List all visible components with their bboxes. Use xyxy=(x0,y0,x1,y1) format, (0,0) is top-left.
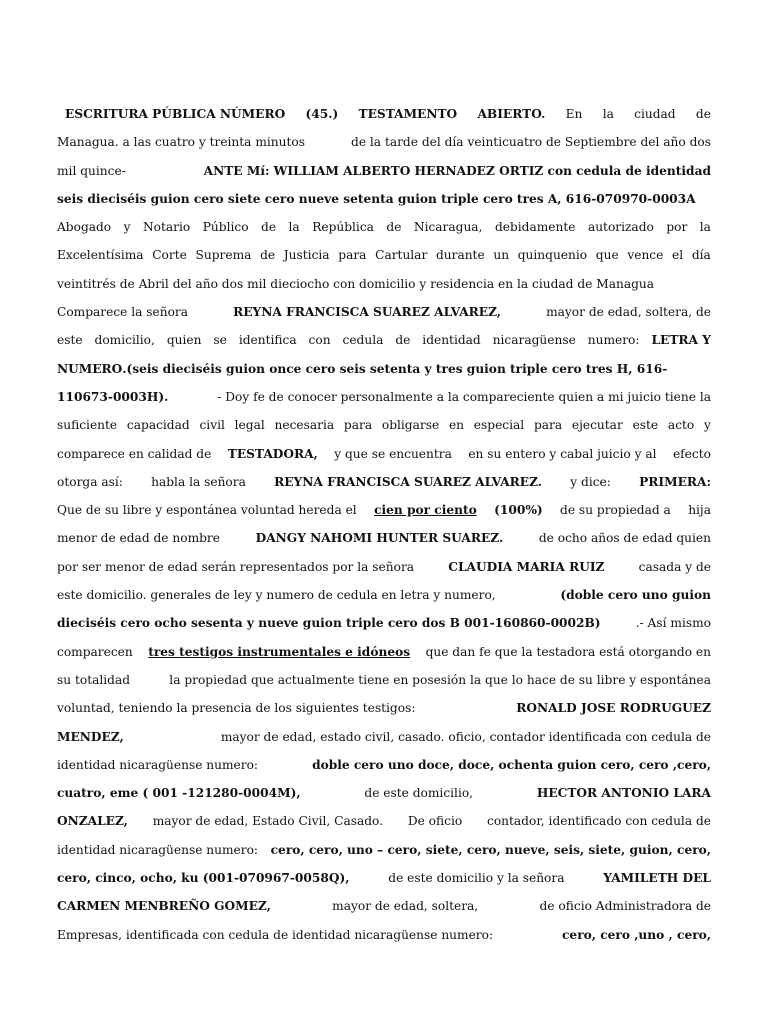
word: capacidad xyxy=(126,418,190,433)
text-line-10 xyxy=(57,355,711,383)
word: suficiente xyxy=(57,418,118,433)
text-line-7 xyxy=(57,270,711,298)
text-segment: de la tarde del día veinticuatro de Septiembre del año dos xyxy=(351,135,711,150)
word: este xyxy=(632,418,659,433)
notary-name: ANTE Mí: WILLIAM ALBERTO HERNADEZ ORTIZ con cedula de identidad xyxy=(203,163,711,178)
text-segment: mayor de edad, Estado Civil, Casado. xyxy=(152,814,384,829)
word: de xyxy=(386,220,402,235)
word: República xyxy=(312,220,374,235)
word: Abogado xyxy=(57,220,112,235)
text-line-11 xyxy=(57,383,711,411)
word: Cartular xyxy=(375,248,428,263)
testator-role: TESTADORA, xyxy=(227,446,318,461)
text-line-12 xyxy=(57,411,711,439)
witness-3-name: YAMILETH DEL xyxy=(603,871,711,886)
text-line-27 xyxy=(57,836,711,864)
word: que xyxy=(595,248,619,263)
text-segment: menor de edad de nombre xyxy=(57,531,220,546)
text-segment: comparecen xyxy=(57,644,133,659)
text-segment: en su entero y cabal juicio y al xyxy=(468,446,657,461)
text-line-18 xyxy=(57,581,711,609)
text-line-21 xyxy=(57,666,711,694)
word: durante xyxy=(435,248,485,263)
witness-2-id: cero, cinco, ocho, ku (001-070967-0058Q), xyxy=(57,871,350,886)
text-line-2 xyxy=(57,128,711,156)
word: debidamente xyxy=(494,220,576,235)
text-line-17 xyxy=(57,553,711,581)
witness-2-id: cero, cero, uno – cero, siete, cero, nueve, seis, siete, guion, cero, xyxy=(270,842,711,857)
word: de xyxy=(695,107,711,121)
text-line-30 xyxy=(57,921,711,949)
notary-id: seis dieciséis guion cero siete cero nueve setenta guion triple cero tres A, 616-070970-0003A xyxy=(57,191,696,206)
word: Corte xyxy=(152,248,187,263)
word: de xyxy=(395,333,411,348)
word: la xyxy=(288,220,300,235)
word: En xyxy=(565,107,583,121)
word: ejecutar xyxy=(571,418,623,433)
word: se xyxy=(213,333,227,348)
witness-2-name: ONZALEZ, xyxy=(57,814,128,829)
witness-2-name: HECTOR ANTONIO LARA xyxy=(536,786,711,801)
deed-heading: ESCRITURA PÚBLICA NÚMERO xyxy=(65,107,286,121)
word: la xyxy=(699,220,711,235)
word: quinquenio xyxy=(517,248,588,263)
text-segment: y que se encuentra xyxy=(334,446,452,461)
word: de xyxy=(261,220,277,235)
word: un xyxy=(493,248,510,263)
text-line-20 xyxy=(57,638,711,666)
word: la xyxy=(602,107,614,121)
letter-number-label: NUMERO xyxy=(57,361,123,376)
word: acto xyxy=(667,418,695,433)
word: en xyxy=(448,418,465,433)
word: ciudad xyxy=(634,107,676,121)
text-segment: Managua. a las cuatro y treinta minutos xyxy=(57,135,305,150)
text-line-28 xyxy=(57,864,711,892)
word: de xyxy=(260,248,276,263)
text-line-26 xyxy=(57,807,711,835)
word: especial xyxy=(473,418,525,433)
text-line-1 xyxy=(57,100,711,128)
witness-3-name: CARMEN MENBREÑO GOMEZ, xyxy=(57,899,271,914)
word: Notario xyxy=(143,220,191,235)
guardian-id: dieciséis cero ocho sesenta y nueve guion triple cero dos B 001-160860-0002B) xyxy=(57,616,601,631)
text-line-22 xyxy=(57,694,711,722)
word: Suprema xyxy=(195,248,252,263)
word: civil xyxy=(199,418,225,433)
text-segment: que dan fe que la testadora está otorgando en xyxy=(425,644,711,659)
text-segment: Comparece la señora xyxy=(57,305,189,320)
testator-name: REYNA FRANCISCA SUAREZ ALVAREZ. xyxy=(274,474,543,489)
deed-number: (45.) xyxy=(305,107,339,121)
word: para xyxy=(338,248,367,263)
text-segment: hija xyxy=(688,503,711,518)
text-line-25 xyxy=(57,779,711,807)
text-line-8 xyxy=(57,298,711,326)
text-segment: y dice: xyxy=(570,474,611,489)
word: nicaragüense xyxy=(492,333,576,348)
word: necesaria xyxy=(274,418,335,433)
text-line-29 xyxy=(57,892,711,920)
letter-number-label: LETRA Y xyxy=(651,333,711,348)
testator-id: .(seis dieciséis guion once cero seis setenta y tres guion triple cero tres H, 616- xyxy=(122,361,668,376)
witness-1-name: MENDEZ, xyxy=(57,729,124,744)
word: vence xyxy=(627,248,664,263)
text-line-9 xyxy=(57,326,711,354)
word: numero: xyxy=(587,333,640,348)
text-segment: este domicilio. generales de ley y numero de cedula en letra y numero, xyxy=(57,588,496,603)
text-segment: la propiedad que actualmente tiene en posesión la que lo hace de su libre y espontánea xyxy=(169,672,711,687)
text-segment: mayor de edad, estado civil, casado. oficio, contador identificada con cedula de xyxy=(220,729,711,744)
text-segment: mayor de edad, soltera, de xyxy=(546,305,711,320)
text-segment: identidad nicaragüense numero: xyxy=(57,757,259,772)
text-line-13 xyxy=(57,440,711,468)
witness-1-id: cuatro, eme ( 001 -121280-0004M), xyxy=(57,786,301,801)
text-segment: voluntad, teniendo la presencia de los siguientes testigos: xyxy=(57,701,416,716)
word: con xyxy=(308,333,331,348)
text-segment: de este domicilio y la señora xyxy=(388,871,565,886)
word: Público xyxy=(202,220,249,235)
text-segment: .- Así mismo xyxy=(635,616,711,631)
word: Justicia xyxy=(283,248,330,263)
witness-1-name: RONALD JOSE RODRUGUEZ xyxy=(516,701,711,716)
text-line-5 xyxy=(57,213,711,241)
text-segment: identidad nicaragüense numero: xyxy=(57,842,259,857)
word: por xyxy=(666,220,688,235)
word: el xyxy=(672,248,684,263)
word: domicilio, xyxy=(94,333,155,348)
text-segment: de oficio Administradora de xyxy=(539,899,711,914)
text-segment: mil quince- xyxy=(57,163,126,178)
inheritance-percent: (100%) xyxy=(494,503,543,518)
word: día xyxy=(691,248,711,263)
text-line-6 xyxy=(57,241,711,269)
text-segment: casada y de xyxy=(638,559,711,574)
heir-name: DANGY NAHOMI HUNTER SUAREZ. xyxy=(255,531,504,546)
text-line-14 xyxy=(57,468,711,496)
text-segment: mayor de edad, soltera, xyxy=(332,899,479,914)
testament-text xyxy=(57,100,711,949)
deed-title-1: TESTAMENTO xyxy=(358,107,458,121)
text-segment: efecto xyxy=(672,446,711,461)
word: quien xyxy=(166,333,202,348)
text-line-4 xyxy=(57,185,711,213)
text-segment: habla la señora xyxy=(151,474,246,489)
text-line-3 xyxy=(57,157,711,185)
word: y xyxy=(123,220,131,235)
text-segment: Empresas, identificada con cedula de identidad nicaragüense numero: xyxy=(57,927,494,942)
guardian-id: (doble cero uno guion xyxy=(560,588,711,603)
witness-3-id: cero, cero ,uno , cero, xyxy=(562,927,711,942)
text-segment: de su propiedad a xyxy=(560,503,671,518)
word: este xyxy=(57,333,83,348)
text-segment: De oficio xyxy=(407,814,463,829)
text-line-23 xyxy=(57,723,711,751)
witnesses-phrase: tres testigos instrumentales e idóneos xyxy=(148,644,411,659)
text-segment: de ocho años de edad quien xyxy=(538,531,711,546)
text-segment: contador, identificado con cedula de xyxy=(487,814,711,829)
clause-first-label: PRIMERA: xyxy=(639,474,711,489)
word: para xyxy=(343,418,373,433)
word: identifica xyxy=(238,333,297,348)
deed-title-2: ABIERTO. xyxy=(477,107,546,121)
text-segment: de este domicilio, xyxy=(364,786,474,801)
text-line-24 xyxy=(57,751,711,779)
guardian-name: CLAUDIA MARIA RUIZ xyxy=(448,559,605,574)
word: Nicaragua, xyxy=(413,220,483,235)
text-segment: otorga así: xyxy=(57,474,123,489)
word: legal xyxy=(234,418,265,433)
text-segment: veintitrés de Abril del año dos mil dieciocho con domicilio y residencia en la ciudad de Managua xyxy=(57,276,655,291)
witness-1-id: doble cero uno doce, doce, ochenta guion cero, cero ,cero, xyxy=(312,757,711,772)
testator-name: REYNA FRANCISCA SUAREZ ALVAREZ, xyxy=(233,305,501,320)
word: autorizado xyxy=(587,220,654,235)
word: Excelentísima xyxy=(57,248,144,263)
word: para xyxy=(533,418,563,433)
word: cedula xyxy=(342,333,384,348)
text-segment: - Doy fe de conocer personalmente a la compareciente quien a mi juicio tiene la xyxy=(217,389,711,404)
text-segment: por ser menor de edad serán representados por la señora xyxy=(57,559,415,574)
word: obligarse xyxy=(381,418,440,433)
text-segment: Que de su libre y espontánea voluntad hereda el xyxy=(57,503,357,518)
word: y xyxy=(704,418,711,433)
text-line-16 xyxy=(57,524,711,552)
text-segment: comparece en calidad de xyxy=(57,446,212,461)
text-segment: su totalidad xyxy=(57,672,131,687)
text-line-15 xyxy=(57,496,711,524)
text-line-19 xyxy=(57,609,711,637)
inheritance-share: cien por ciento xyxy=(374,503,477,518)
testator-id: 110673-0003H). xyxy=(57,389,169,404)
word: identidad xyxy=(422,333,481,348)
